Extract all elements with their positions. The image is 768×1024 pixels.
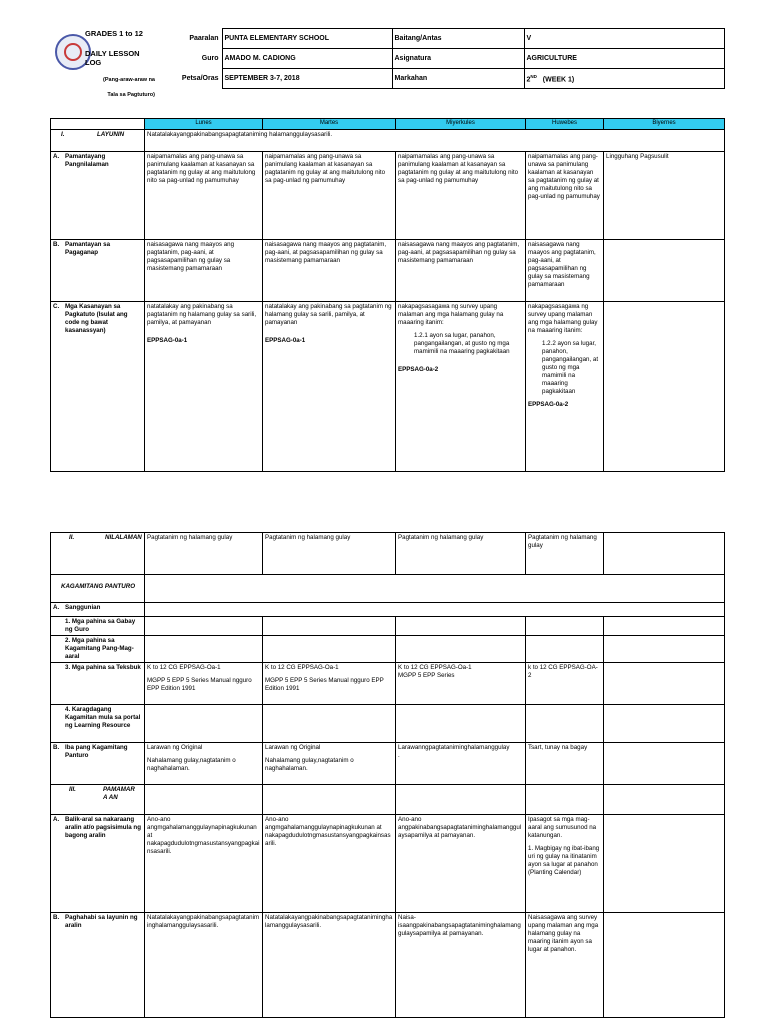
gabay-row — [51, 617, 725, 636]
kasanayan-huwebes — [526, 302, 604, 472]
pagganap-num: B. — [53, 241, 60, 248]
kasanayan-text: natatalakay ang pakinabang sa pagtatanim ng halamang gulay sa sarili, pamilya, at pamayanan — [265, 303, 392, 326]
kasanayan-code: EPPSAG-0a-1 — [147, 337, 188, 344]
guro-value: AMADO M. CADIONG — [222, 49, 392, 69]
nilalaman-row — [51, 533, 725, 575]
iba-huwebes: Tsart, tunay na bagay — [526, 743, 604, 785]
kasanayan-text: nakapagsasagawa ng survey upang malaman ang mga halamang gulay na maaaring itanim: — [528, 303, 598, 334]
karagdagang-row — [51, 705, 725, 743]
kasanayan-text: natatalakay ang pakinabang sa pagtatanim ng halamang gulay sa sarili, pamilya, at pamayanan — [147, 303, 257, 326]
balik-aral-row — [51, 815, 725, 913]
kasanayan-martes — [263, 302, 396, 472]
balik-label: Balik-aral sa nakaraang aralin at/o pagsisimula ng bagong aralin — [65, 816, 141, 839]
layunin-row — [51, 130, 725, 152]
pagganap-miyerkules: naisasagawa nang maayos ang pagtatanim, pag-aani, at pagsasapamilihan ng gulay sa masistemang pamamaraan — [396, 240, 526, 302]
balik-miyerkules: Ano-ano angpakinabangsapagtataniminghalamanggulaysapamilya at pamayanan. — [396, 815, 526, 913]
kasanayan-sub: 1.2.1 ayon sa lugar, panahon, pangangailangan, at gusto ng mga mamimili na maaaring pagkakitaan — [414, 332, 510, 355]
iba-miyerkules: Larawanngpagtataniminghalamanggulay . — [396, 743, 526, 785]
kasanayan-num: C. — [53, 303, 60, 310]
pamantayang-martes: naipamamalas ang pang-unawa sa panimulang kaalaman at kasanayan sa pagtatanim ng gulay at ang maitutulong nito sa pag-unlad ng pamumuhay — [263, 152, 396, 240]
teksbuk-row — [51, 663, 725, 705]
nilalaman-num: II. — [69, 534, 75, 541]
nilalaman-huwebes: Pagtatanim ng halamang gulay — [526, 533, 604, 575]
pagganap-label: Pamantayan sa Pagaganap — [65, 241, 111, 256]
layunin-label: LAYUNIN — [97, 131, 125, 138]
paghahabi-huwebes: Naisasagawa ang survey upang malaman ang mga halamang gulay na maaring itanim ayon sa lugar at panahon. — [526, 913, 604, 1018]
paghahabi-lunes: Natatalakayangpakinabangsapagtataniminghalamanggulaysasarili. — [145, 913, 263, 1018]
teksbuk-label: 3. Mga pahina sa Teksbuk — [51, 663, 145, 705]
pamantayang-lunes: naipamamalas ang pang-unawa sa panimulang kaalaman at kasanayan sa pagtatanim ng gulay at ang maitutulong nito sa pag-unlad ng pamumuhay — [145, 152, 263, 240]
pamantayang-num: A. — [53, 153, 60, 160]
iba-biyernes — [604, 743, 725, 785]
lesson-table-2 — [50, 532, 725, 1018]
gabay-label: 1. Mga pahina sa Gabay ng Guro — [51, 617, 145, 636]
markahan-value: 2ND (WEEK 1) — [524, 69, 724, 89]
paghahabi-miyerkules: Naisa-isaangpakinabangsapagtataniminghalamanggulaysapamilya at pamayanan. — [396, 913, 526, 1018]
kagamitang-row — [51, 636, 725, 663]
layunin-num: I. — [61, 131, 65, 138]
sanggunian-row — [51, 603, 725, 617]
paghahabi-num: B. — [53, 914, 60, 921]
paaralan-value: PUNTA ELEMENTARY SCHOOL — [222, 29, 392, 49]
kasanayan-label: Mga Kasanayan sa Pagkatuto (Isulat ang code ng bawat kasanassyan) — [65, 303, 128, 334]
header-sub2: Tala sa Pagtuturo) — [107, 92, 155, 98]
paaralan-label: Paaralan — [189, 34, 219, 42]
teksbuk-huwebes: k to 12 CG EPPSAG-OA-2 — [526, 663, 604, 705]
header-title-grades: GRADES 1 to 12 — [85, 29, 143, 38]
day-biyernes: Biyernes — [604, 119, 725, 130]
header-title-dll: DAILY LESSON LOG — [85, 49, 140, 67]
nilalaman-lunes: Pagtatanim ng halamang gulay — [145, 533, 263, 575]
paghahabi-row — [51, 913, 725, 1018]
pamantayang-miyerkules: naipamamalas ang pang-unawa sa panimulang kaalaman at kasanayan sa pagtatanim ng gulay at ang maitutulong nito sa pag-unlad ng pamumuhay — [396, 152, 526, 240]
iba-label: Iba pang Kagamitang Panturo — [65, 744, 128, 759]
balik-martes: Ano-ano angmgahalamanggulaynapinagkukunan at nakapagdudulotngmasustansyangpagkainsasarili. — [263, 815, 396, 913]
nilalaman-label: NILALAMAN — [105, 534, 142, 541]
balik-lunes: Ano-ano angmgahalamanggulaynapinagkukunan at nakapagdudulotngmasustansyangpagkainsasarili. — [145, 815, 263, 913]
baitang-label: Baitang/Antas — [392, 29, 524, 49]
teksbuk-lunes: K to 12 CG EPPSAG-Oa-1 MGPP 5 EPP 5 Series Manual ngguro EPP Edition 1991 — [145, 663, 263, 705]
kasanayan-lunes — [145, 302, 263, 472]
nilalaman-martes: Pagtatanim ng halamang gulay — [263, 533, 396, 575]
header-table — [50, 28, 725, 89]
iba-martes: Larawan ng Original Nahalamang gulay,nagtatanim o naghahalaman. — [263, 743, 396, 785]
days-header-row — [51, 119, 725, 130]
kasanayan-code: EPPSAG-0a-2 — [398, 366, 439, 373]
pagganap-lunes: naisasagawa nang maayos ang pagtatanim, pag-aani, at pagsasapamilihan ng gulay sa masistemang pamamaraan — [145, 240, 263, 302]
day-lunes: Lunes — [145, 119, 263, 130]
kagamitang-label: 2. Mga pahina sa Kagamitang Pang-Mag-aaral — [51, 636, 145, 663]
paghahabi-biyernes — [604, 913, 725, 1018]
day-miyerkules: Miyerkules — [396, 119, 526, 130]
kasanayan-code: EPPSAG-0a-2 — [528, 401, 569, 408]
asignatura-value: AGRICULTURE — [524, 49, 724, 69]
pamantayang-label: Pamantayang Pangnilalaman — [65, 153, 109, 168]
pagganap-huwebes: naisasagawa nang maayos ang pagtatanim, pag-aani, at pagsasapamilihan ng gulay sa masistemang pamamaraan — [526, 240, 604, 302]
kasanayan-miyerkules — [396, 302, 526, 472]
teksbuk-martes: K to 12 CG EPPSAG-Oa-1 MGPP 5 EPP 5 Series Manual ngguro EPP Edition 1991 — [263, 663, 396, 705]
asignatura-label: Asignatura — [392, 49, 524, 69]
petsa-label: Petsa/Oras — [181, 74, 219, 82]
petsa-value: SEPTEMBER 3-7, 2018 — [222, 69, 392, 89]
iba-num: B. — [53, 744, 60, 751]
day-huwebes: Huwebes — [526, 119, 604, 130]
baitang-value: V — [524, 29, 724, 49]
pamantayang-huwebes: naipamamalas ang pang-unawa sa panimulang kaalaman at kasanayan sa pagtatanim ng gulay at ang maitutulong nito sa pag-unlad ng pamumuhay — [526, 152, 604, 240]
markahan-label: Markahan — [392, 69, 524, 89]
karagdagang-label: 4. Karagdagang Kagamitan mula sa portal ng Learning Resource — [51, 705, 145, 743]
pamamaraan-row — [51, 785, 725, 815]
teksbuk-miyerkules: K to 12 CG EPPSAG-Oa-1 MGPP 5 EPP Series — [396, 663, 526, 705]
header-sub1: (Pang-araw-araw na — [103, 77, 155, 83]
kasanayan-text: nakapagsasagawa ng survey upang malaman ang mga halamang gulay na maaaring itanim: — [398, 303, 504, 326]
kasanayan-row — [51, 302, 725, 472]
kagamitan-row — [51, 575, 725, 603]
sanggunian-label: Sanggunian — [65, 604, 101, 611]
kagamitan-label: KAGAMITANG PANTURO — [51, 575, 145, 603]
balik-huwebes: Ipasagot sa mga mag-aaral ang sumusunod na katanungan. 1. Magbigay ng ibat-ibang uri ng gulay na itinatanim ayon sa lugar at panahon (Planting Calendar) — [526, 815, 604, 913]
balik-biyernes — [604, 815, 725, 913]
teksbuk-biyernes — [604, 663, 725, 705]
nilalaman-miyerkules: Pagtatanim ng halamang gulay — [396, 533, 526, 575]
pamantayang-biyernes: Lingguhang Pagsusulit — [604, 152, 725, 240]
iba-row — [51, 743, 725, 785]
paghahabi-label: Paghahabi sa layunin ng aralin — [65, 914, 138, 929]
kasanayan-biyernes — [604, 302, 725, 472]
pamamaraan-num: III. — [69, 786, 76, 793]
pagganap-biyernes — [604, 240, 725, 302]
pamantayang-row — [51, 152, 725, 240]
kasanayan-code: EPPSAG-0a-1 — [265, 337, 306, 344]
sanggunian-num: A. — [53, 604, 60, 611]
iba-lunes: Larawan ng Original Nahalamang gulay,nagtatanim o naghahalaman. — [145, 743, 263, 785]
layunin-text: Natatalakayangpakinabangsapagtataniming halamanggulaysasarili. — [145, 130, 725, 152]
day-martes: Martes — [263, 119, 396, 130]
balik-num: A. — [53, 816, 60, 823]
paghahabi-martes: Natatalakayangpakinabangsapagtataniminghalamanggulaysasarili. — [263, 913, 396, 1018]
pagganap-row — [51, 240, 725, 302]
pagganap-martes: naisasagawa nang maayos ang pagtatanim, pag-aani, at pagsasapamilihan ng gulay sa masistemang pamamaraan — [263, 240, 396, 302]
pamamaraan-label: PAMAMARA AN — [103, 786, 135, 801]
lesson-table-1 — [50, 118, 725, 472]
nilalaman-biyernes — [604, 533, 725, 575]
kasanayan-sub: 1.2.2 ayon sa lugar, panahon, pangangailangan, at gusto ng mga mamimili na maaaring pagkakitaan — [542, 340, 599, 395]
guro-label: Guro — [201, 54, 219, 62]
